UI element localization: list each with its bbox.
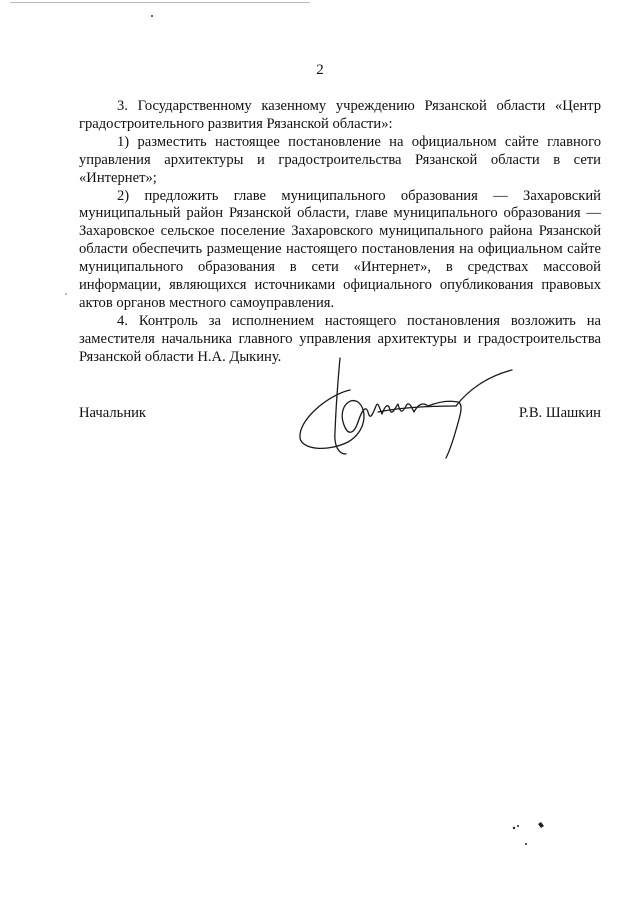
page-number: 2: [316, 62, 324, 78]
scan-speck: [64, 292, 68, 296]
scan-artifact-line: [10, 2, 310, 3]
paragraph-3-1: 1) разместить настоящее постановление на официальном сайте главного управления архитектуры и градостроительства Рязанской области в сети «Интернет»;: [79, 133, 601, 186]
scan-speck: [150, 14, 154, 18]
scan-mark: [508, 818, 558, 848]
paragraph-4: 4. Контроль за исполнением настоящего постановления возложить на заместителя начальника главного управления архитектуры и градостроительства Рязанской области Н.А. Дыкину.: [79, 312, 601, 365]
signatory-name: Р.В. Шашкин: [518, 405, 601, 421]
handwritten-signature: [288, 350, 528, 470]
document-body: [79, 98, 601, 367]
paragraph-3-2: 2) предложить главе муниципального образования — Захаровский муниципальный район Рязанской области, главе муниципального образования — Захаровское сельское поселение Захаровского муниципального района Рязанской области обеспечить размещение настоящего постановления на официальном сайте муниципального образования в сети «Интернет», в средствах массовой информации, являющихся источниками официального опубликования правовых актов органов местного самоуправления.: [79, 187, 601, 311]
paragraph-3: 3. Государственному казенному учреждению Рязанской области «Центр градостроительного развития Рязанской области»:: [79, 98, 601, 132]
signatory-position: Начальник: [79, 405, 147, 421]
